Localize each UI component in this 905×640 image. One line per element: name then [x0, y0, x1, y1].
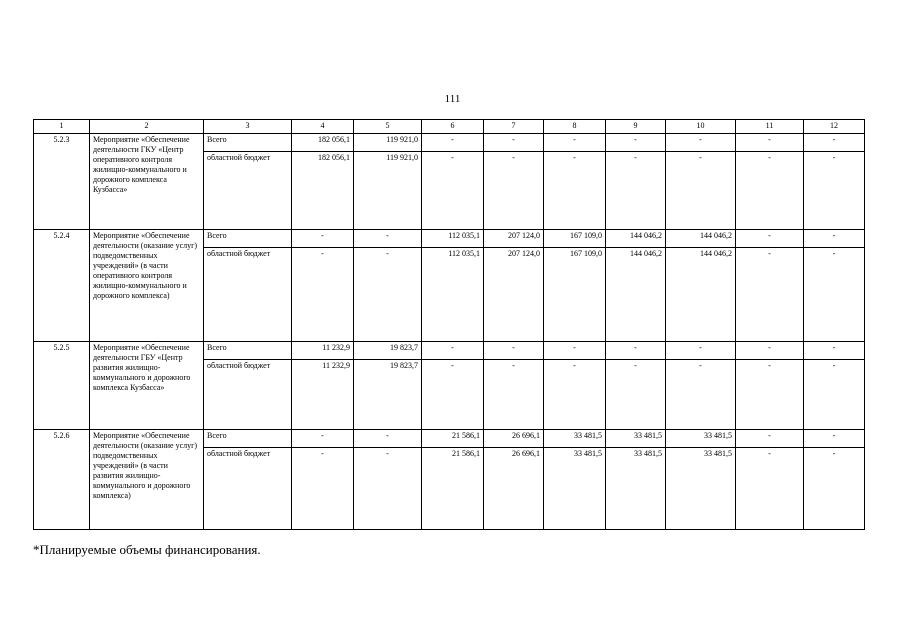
funding-value: -: [804, 430, 865, 448]
column-header: 11: [736, 120, 804, 134]
funding-value: 19 823,7: [354, 342, 422, 360]
funding-value: -: [606, 134, 666, 152]
column-header: 4: [292, 120, 354, 134]
funding-value: 26 696,1: [484, 448, 544, 530]
funding-value: -: [354, 230, 422, 248]
funding-value: 119 921,0: [354, 134, 422, 152]
funding-value: 19 823,7: [354, 360, 422, 430]
funding-value: -: [292, 448, 354, 530]
funding-source: областной бюджет: [204, 248, 292, 342]
footnote: *Планируемые объемы финансирования.: [33, 542, 261, 557]
funding-source: областной бюджет: [204, 152, 292, 230]
funding-value: 11 232,9: [292, 360, 354, 430]
page-number: 111: [444, 93, 461, 105]
funding-value: -: [804, 448, 865, 530]
table-row: [34, 430, 865, 448]
funding-value: -: [484, 134, 544, 152]
funding-value: -: [736, 448, 804, 530]
column-header: 10: [666, 120, 736, 134]
funding-value: 144 046,2: [606, 230, 666, 248]
funding-value: -: [804, 360, 865, 430]
funding-value: -: [544, 360, 606, 430]
funding-value: -: [666, 342, 736, 360]
funding-value: -: [736, 230, 804, 248]
funding-value: 112 035,1: [422, 248, 484, 342]
funding-value: -: [484, 360, 544, 430]
column-header: 5: [354, 120, 422, 134]
funding-value: -: [804, 248, 865, 342]
funding-value: 33 481,5: [606, 430, 666, 448]
funding-value: 182 056,1: [292, 152, 354, 230]
activity-code: 5.2.6: [34, 430, 90, 530]
funding-value: -: [736, 430, 804, 448]
activity-name: Мероприятие «Обеспечение деятельности (оказание услуг) подведомственных учреждений» (в части развития жилищно-коммунального и дорожного комплекса): [90, 430, 204, 530]
funding-value: -: [736, 360, 804, 430]
funding-value: -: [354, 448, 422, 530]
funding-source: Всего: [204, 342, 292, 360]
header-row: [34, 120, 865, 134]
funding-source: Всего: [204, 134, 292, 152]
funding-value: -: [292, 248, 354, 342]
column-header: 9: [606, 120, 666, 134]
funding-value: -: [804, 342, 865, 360]
funding-value: -: [292, 230, 354, 248]
funding-value: -: [804, 230, 865, 248]
funding-source: Всего: [204, 230, 292, 248]
funding-value: -: [736, 134, 804, 152]
column-header: 12: [804, 120, 865, 134]
funding-value: 182 056,1: [292, 134, 354, 152]
funding-value: -: [354, 248, 422, 342]
column-header: 1: [34, 120, 90, 134]
funding-value: -: [666, 134, 736, 152]
funding-value: -: [804, 134, 865, 152]
funding-value: -: [544, 342, 606, 360]
activity-name: Мероприятие «Обеспечение деятельности ГКУ «Центр оперативного контроля жилищно-коммунального и дорожного комплекса Кузбасса»: [90, 134, 204, 230]
funding-value: -: [544, 152, 606, 230]
funding-value: -: [606, 342, 666, 360]
funding-value: 33 481,5: [544, 430, 606, 448]
funding-value: -: [666, 152, 736, 230]
funding-value: -: [606, 360, 666, 430]
column-header: 7: [484, 120, 544, 134]
activity-code: 5.2.4: [34, 230, 90, 342]
funding-value: -: [422, 342, 484, 360]
activity-name: Мероприятие «Обеспечение деятельности ГБУ «Центр развития жилищно-коммунального и дорожного комплекса Кузбасса»: [90, 342, 204, 430]
funding-value: 167 109,0: [544, 248, 606, 342]
funding-value: 33 481,5: [606, 448, 666, 530]
funding-value: 207 124,0: [484, 230, 544, 248]
activity-code: 5.2.3: [34, 134, 90, 230]
funding-source: Всего: [204, 430, 292, 448]
funding-value: -: [804, 152, 865, 230]
funding-value: 119 921,0: [354, 152, 422, 230]
funding-value: -: [354, 430, 422, 448]
column-header: 8: [544, 120, 606, 134]
activity-code: 5.2.5: [34, 342, 90, 430]
funding-value: -: [736, 342, 804, 360]
funding-value: 21 586,1: [422, 448, 484, 530]
financing-table: [33, 119, 865, 530]
funding-value: 144 046,2: [606, 248, 666, 342]
activity-name: Мероприятие «Обеспечение деятельности (оказание услуг) подведомственных учреждений» (в части оперативного контроля жилищно-коммунального и дорожного комплекса): [90, 230, 204, 342]
column-header: 6: [422, 120, 484, 134]
funding-value: -: [666, 360, 736, 430]
table-row: [34, 230, 865, 248]
funding-value: -: [544, 134, 606, 152]
funding-value: -: [606, 152, 666, 230]
funding-source: областной бюджет: [204, 360, 292, 430]
funding-value: 21 586,1: [422, 430, 484, 448]
funding-value: 144 046,2: [666, 230, 736, 248]
table-row: [34, 342, 865, 360]
funding-value: -: [422, 152, 484, 230]
funding-source: областной бюджет: [204, 448, 292, 530]
funding-value: 167 109,0: [544, 230, 606, 248]
funding-value: -: [422, 360, 484, 430]
funding-value: 144 046,2: [666, 248, 736, 342]
funding-value: -: [484, 342, 544, 360]
funding-value: 11 232,9: [292, 342, 354, 360]
funding-value: 26 696,1: [484, 430, 544, 448]
funding-value: 112 035,1: [422, 230, 484, 248]
funding-value: -: [292, 430, 354, 448]
funding-value: -: [736, 248, 804, 342]
funding-value: 33 481,5: [666, 430, 736, 448]
funding-value: 33 481,5: [666, 448, 736, 530]
column-header: 2: [90, 120, 204, 134]
funding-value: -: [422, 134, 484, 152]
funding-value: -: [736, 152, 804, 230]
funding-value: 207 124,0: [484, 248, 544, 342]
funding-value: 33 481,5: [544, 448, 606, 530]
funding-value: -: [484, 152, 544, 230]
table-row: [34, 134, 865, 152]
column-header: 3: [204, 120, 292, 134]
